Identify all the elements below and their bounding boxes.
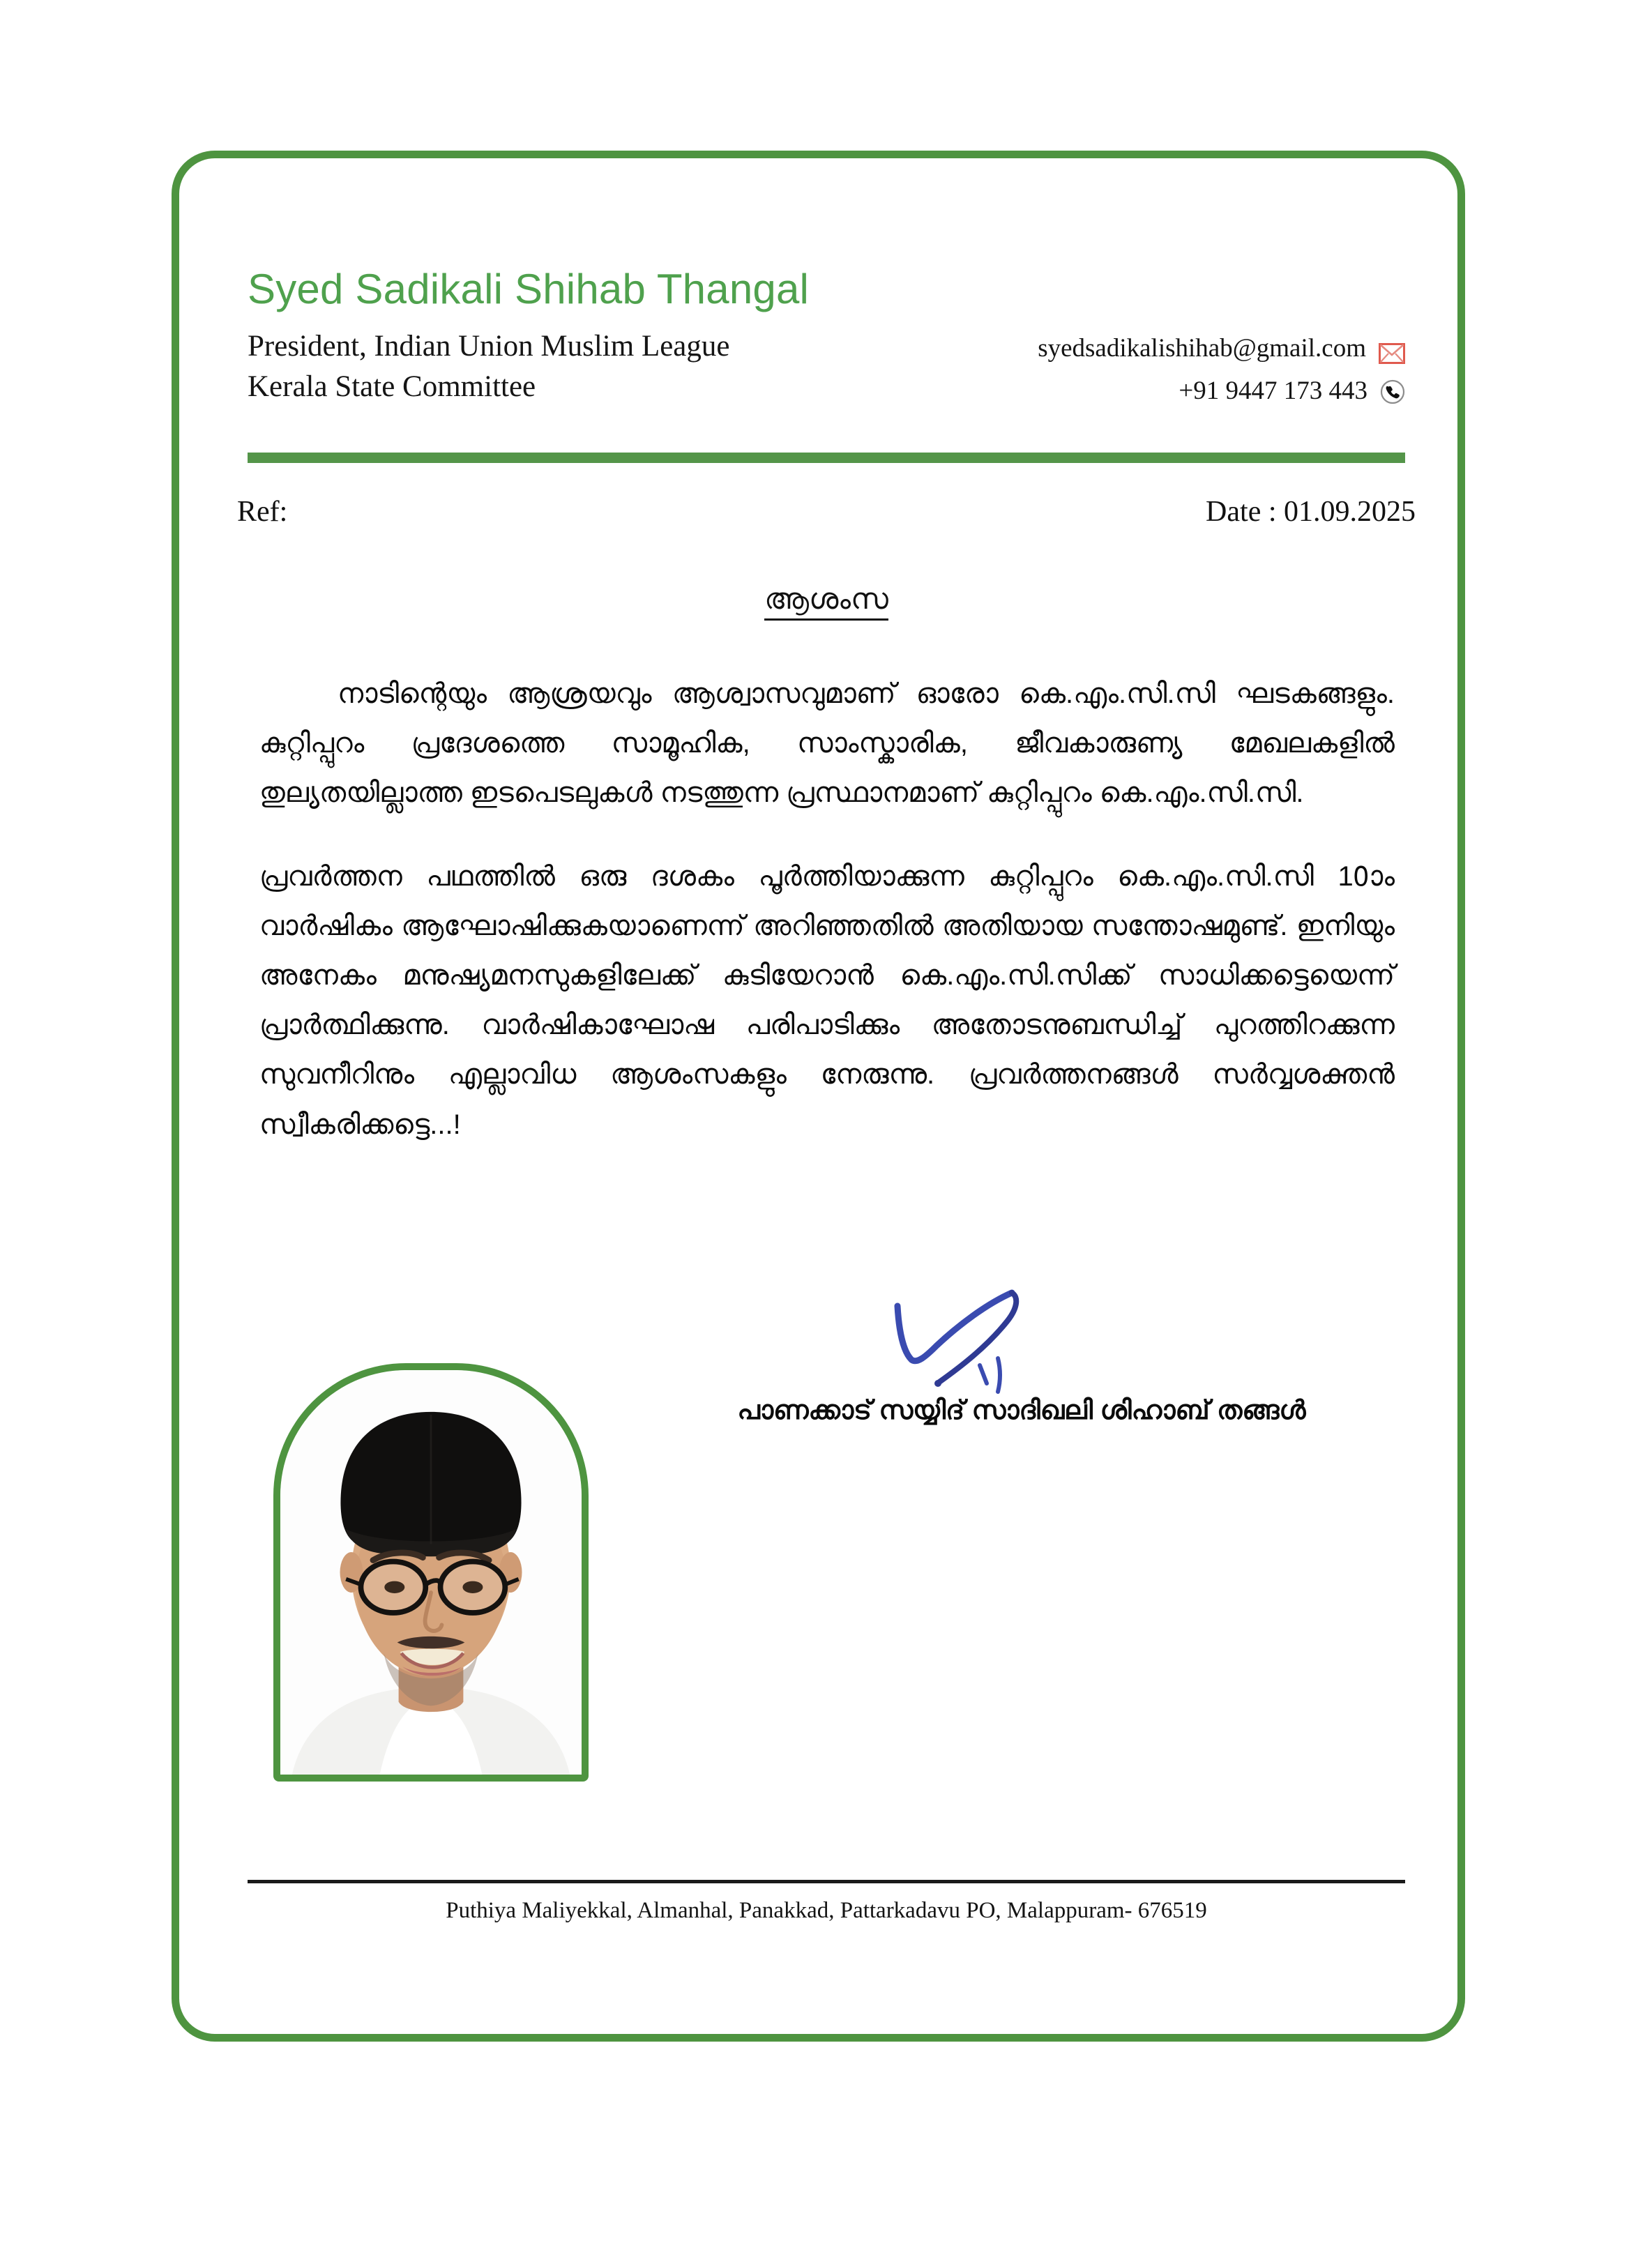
header-divider-rule [248,453,1405,463]
letterhead [248,266,1405,409]
designation-line-1: President, Indian Union Muslim League [248,330,730,363]
document-title [248,582,1405,616]
phone-row [1038,373,1405,410]
footer-address: Puthiya Maliyekkal, Almanhal, Panakkad, Pattarkadavu PO, Malappuram- 676519 [446,1898,1207,1923]
footer-divider-rule [248,1880,1405,1883]
letterhead-columns [248,326,1405,409]
portrait-frame [273,1363,589,1782]
handwritten-signature [875,1282,1168,1407]
email-row [1038,331,1405,367]
phone-number[interactable]: +91 9447 173 443 [1179,376,1367,405]
document-title-text: ആശംസ [764,582,888,621]
body-paragraph-2: പ്രവർത്തന പഥത്തിൽ ഒരു ദശകം പൂർത്തിയാക്കുന്ന കുറ്റിപ്പുറം കെ.എം.സി.സി 10ാം വാർഷികം ആഘോഷിക്കുകയാണെന്ന് അറിഞ്ഞതിൽ അതിയായ സന്തോഷമുണ്ട്. ഇനിയും അനേകം മനുഷ്യമനസുകളിലേക്ക് കുടിയേറാൻ കെ.എം.സി.സിക്ക് സാധിക്കട്ടെയെന്ന് പ്രാർത്ഥിക്കുന്നു. വാർഷികാഘോഷ പരിപാടിക്കും അതോടനുബന്ധിച്ച് പുറത്തിറക്കുന്ന സുവനീറിനും എല്ലാവിധ ആശംസകളും നേരുന്നു. പ്രവർത്തനങ്ങൾ സർവ്വശക്തൻ സ്വീകരിക്കട്ടെ...! [259,860,1395,1140]
portrait-photo [280,1370,582,1775]
email-address[interactable]: syedsadikalishihab@gmail.com [1038,334,1366,363]
designation-line-2: Kerala State Committee [248,370,536,404]
letterhead-name: Syed Sadikali Shihab Thangal [248,266,810,312]
body-paragraph-1: നാടിന്റെയും ആശ്രയവും ആശ്വാസവുമാണ് ഓരോ കെ.എം.സി.സി ഘടകങ്ങളും. കുറ്റിപ്പുറം പ്രദേശത്തെ സാമൂഹിക, സാംസ്കാരിക, ജീവകാരുണ്യ മേഖലകളിൽ തുല്യതയില്ലാത്ത ഇടപെടലുകൾ നടത്തുന്ന പ്രസ്ഥാനമാണ് കുറ്റിപ്പുറം കെ.എം.സി.സി. [259,678,1395,809]
ref-date-row [237,495,1416,529]
letterhead-designation [248,326,729,407]
signatory-name: പാണക്കാട് സയ്യിദ് സാദിഖലി ശിഹാബ് തങ്ങൾ [737,1396,1306,1425]
date-label: Date : 01.09.2025 [1206,496,1416,528]
ref-label: Ref: [237,496,288,528]
letter-body [259,669,1395,1150]
letterhead-contact [1038,326,1405,409]
phone-icon [1380,379,1405,404]
envelope-icon [1379,338,1405,359]
